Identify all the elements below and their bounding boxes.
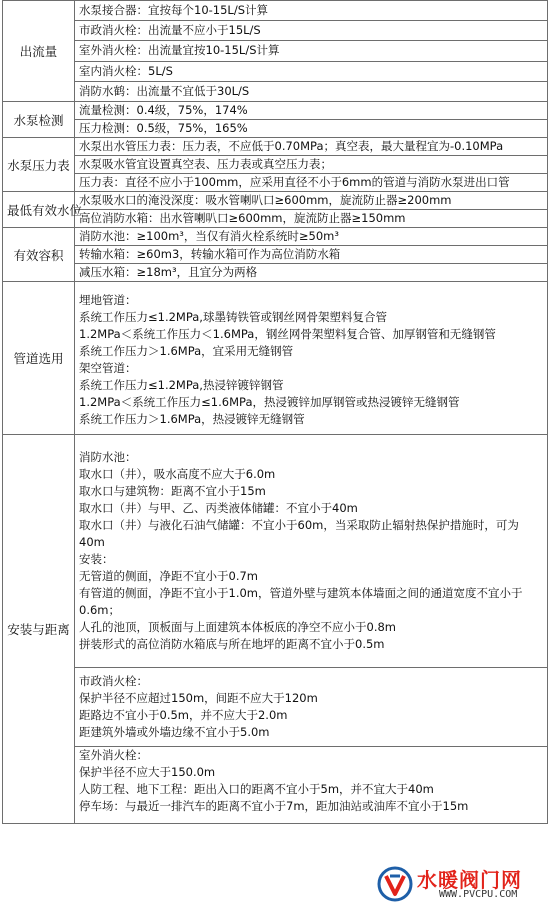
spec-item: 消防水鹤：出流量不宜低于30L/S: [75, 81, 548, 101]
table-row: [3, 264, 548, 282]
text-line: 系统工作压力＞1.6MPa，宜采用无缝钢管: [79, 344, 294, 358]
table-row: [3, 138, 548, 156]
water-tank-block: [75, 435, 548, 668]
table-row: [3, 81, 548, 101]
text-line: 埋地管道：: [79, 293, 137, 307]
table-row: [3, 102, 548, 120]
spec-item: 高位消防水箱：出水管喇叭口≥600mm，旋流防止器≥150mm: [75, 210, 548, 228]
text-line: 有管道的侧面，净距不宜小于1.0m，管道外壁与建筑本体墙面之间的通道宽度不宜小于0.6m；: [79, 586, 523, 617]
category-cell: 最低有效水位: [3, 192, 75, 228]
spec-item: 市政消火栓：出流量不应小于15L/S: [75, 21, 548, 41]
table-row: [3, 210, 548, 228]
table-row: [3, 668, 548, 747]
spec-item: 室外消火栓：出流量宜按10-15L/S计算: [75, 41, 548, 61]
text-line: 取水口（井）与液化石油气储罐：不宜小于60m，当采取防止辐射热保护措施时，可为40m: [79, 518, 519, 549]
text-line: 人孔的池顶，顶板面与上面建筑本体板底的净空不应小于0.8m: [79, 620, 396, 634]
outdoor-hydrant-block: [75, 747, 548, 824]
text-line: 市政消火栓：: [79, 674, 148, 688]
spec-item: 消防水池：≥100m³，当仅有消火栓系统时≥50m³: [75, 228, 548, 246]
text-line: 取水口（井），吸水高度不应大于6.0m: [79, 467, 276, 481]
table-row: [3, 156, 548, 174]
table-row: [3, 747, 548, 824]
text-line: 距建筑外墙或外墙边缘不宜小于5.0m: [79, 725, 270, 739]
watermark: [375, 864, 547, 904]
text-line: 1.2MPa＜系统工作压力＜1.6MPa，钢丝网骨架塑料复合管、加厚钢管和无缝钢管: [79, 327, 496, 341]
brand-logo-icon: [377, 866, 413, 902]
spec-item: 流量检测：0.4级，75%，174%: [75, 102, 548, 120]
watermark-title: 水暖阀门网: [417, 868, 522, 892]
table-row: [3, 21, 548, 41]
text-line: 室外消火栓：: [79, 748, 148, 762]
category-cell: 管道选用: [3, 282, 75, 435]
text-line: 系统工作压力≤1.2MPa,球墨铸铁管或钢丝网骨架塑料复合管: [79, 310, 387, 324]
table-row: [3, 282, 548, 435]
text-line: 保护半径不应超过150m，间距不应大于120m: [79, 691, 318, 705]
text-line: 系统工作压力≤1.2MPa,热浸锌镀锌钢管: [79, 378, 284, 392]
text-line: 距路边不宜小于0.5m，并不应大于2.0m: [79, 708, 288, 722]
text-line: 停车场：与最近一排汽车的距离不宜小于7m，距加油站或油库不宜小于15m: [79, 799, 469, 813]
category-cell: 水泵压力表: [3, 138, 75, 192]
text-line: 系统工作压力＞1.6MPa，热浸镀锌无缝钢管: [79, 412, 305, 426]
table-row: [3, 61, 548, 81]
spec-item: 压力表：直径不应小于100mm，应采用直径不小于6mm的管道与消防水泵进出口管: [75, 174, 548, 192]
spec-table: [2, 0, 548, 824]
category-cell: 出流量: [3, 1, 75, 102]
table-row: [3, 246, 548, 264]
text-line: 保护半径不应大于150.0m: [79, 765, 216, 779]
text-line: 1.2MPa＜系统工作压力≤1.6MPa，热浸镀锌加厚钢管或热浸镀锌无缝钢管: [79, 395, 460, 409]
text-line: 无管道的侧面，净距不宜小于0.7m: [79, 569, 258, 583]
municipal-hydrant-block: [75, 668, 548, 747]
text-line: 人防工程、地下工程：距出入口的距离不宜小于5m，并不宜大于40m: [79, 782, 434, 796]
table-row: [3, 174, 548, 192]
table-row: [3, 41, 548, 61]
table-row: [3, 435, 548, 668]
category-cell: 安装与距离: [3, 435, 75, 824]
spec-item: 室内消火栓：5L/S: [75, 61, 548, 81]
spec-item: 减压水箱：≥18m³，且宜分为两格: [75, 264, 548, 282]
text-line: 拼装形式的高位消防水箱底与所在地坪的距离不宜小于0.5m: [79, 637, 385, 651]
spec-item: 水泵吸水管宜设置真空表、压力表或真空压力表；: [75, 156, 548, 174]
spec-item: 转输水箱：≥60m3，转输水箱可作为高位消防水箱: [75, 246, 548, 264]
spec-item: 水泵接合器：宜按每个10-15L/S计算: [75, 1, 548, 21]
spec-item: 压力检测：0.5级，75%，165%: [75, 120, 548, 138]
category-cell: 有效容积: [3, 228, 75, 282]
text-line: 消防水池：: [79, 450, 137, 464]
spec-item: 水泵出水管压力表：压力表，不应低于0.70MPa；真空表，最大量程宜为-0.10MPa: [75, 138, 548, 156]
text-line: 取水口与建筑物：距离不宜小于15m: [79, 484, 266, 498]
watermark-url: WWW.PVCPU.COM: [439, 889, 518, 900]
text-line: 安装：: [79, 552, 114, 566]
spec-item: 水泵吸水口的淹没深度：吸水管喇叭口≥600mm，旋流防止器≥200mm: [75, 192, 548, 210]
text-line: 取水口（井）与甲、乙、丙类液体储罐：不宜小于40m: [79, 501, 358, 515]
table-row: [3, 192, 548, 210]
pipe-selection-block: [75, 282, 548, 435]
table-row: [3, 1, 548, 21]
table-row: [3, 228, 548, 246]
table-row: [3, 120, 548, 138]
category-cell: 水泵检测: [3, 102, 75, 138]
text-line: 架空管道：: [79, 361, 137, 375]
